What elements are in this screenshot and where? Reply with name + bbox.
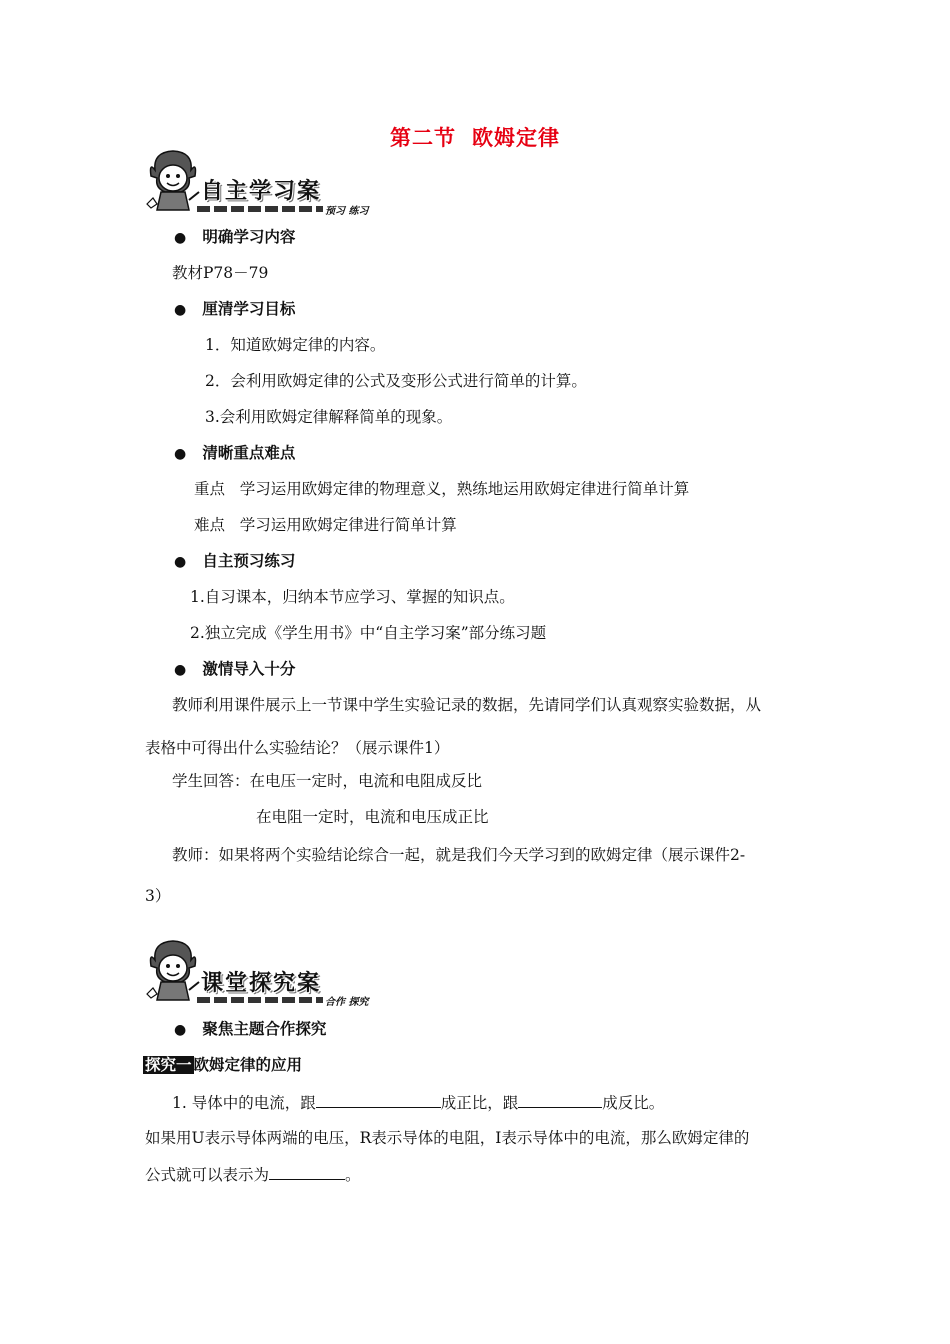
heading-text: 聚焦主题合作探究 xyxy=(202,1020,327,1038)
key-text: 学习运用欧姆定律的物理意义，熟练地运用欧姆定律进行简单计算 xyxy=(239,480,690,498)
difficulty-text: 学习运用欧姆定律进行简单计算 xyxy=(239,516,457,534)
section-heading-focus xyxy=(174,1019,326,1040)
question-text: 成正比，跟 xyxy=(440,1094,519,1112)
teacher-line-cont: 3） xyxy=(145,887,171,905)
explore-tag: 探究一 xyxy=(145,1056,192,1074)
cartoon-boy-icon xyxy=(145,938,203,1004)
goal-item: 3.会利用欧姆定律解释简单的现象。 xyxy=(205,408,453,426)
textbook-pages: 教材P78－79 xyxy=(172,264,269,282)
bullet-icon: ● xyxy=(174,662,187,678)
question-2-line: 如果用U表示导体两端的电压，R表示导体的电阻，I表示导体中的电流，那么欧姆定律的 xyxy=(145,1129,750,1147)
title-topic: 欧姆定律 xyxy=(472,126,560,150)
title-section: 第二节 xyxy=(390,126,456,150)
banner-subtitle: 预习 练习 xyxy=(325,206,369,217)
section-heading-preview xyxy=(174,551,295,572)
heading-text: 自主预习练习 xyxy=(202,552,296,570)
explore-title: 欧姆定律的应用 xyxy=(193,1056,303,1074)
goal-item: 2．会利用欧姆定律的公式及变形公式进行简单的计算。 xyxy=(205,372,587,390)
banner-dashes xyxy=(197,206,323,212)
bullet-icon: ● xyxy=(174,230,187,246)
question-text: 成反比。 xyxy=(602,1094,665,1112)
student-answer: 学生回答：在电压一定时，电流和电阻成反比 xyxy=(172,772,483,790)
section-heading-content xyxy=(174,227,295,248)
section-heading-goals xyxy=(174,299,295,320)
question-1 xyxy=(172,1093,664,1113)
question-text: 。 xyxy=(345,1166,361,1184)
banner-self-study xyxy=(145,148,390,218)
bullet-icon: ● xyxy=(174,1022,187,1038)
difficulty-line xyxy=(194,515,457,535)
teacher-line: 教师：如果将两个实验结论综合一起，就是我们今天学习到的欧姆定律（展示课件2- xyxy=(172,846,746,864)
bullet-icon: ● xyxy=(174,446,187,462)
difficulty-label: 难点 xyxy=(194,516,226,534)
blank-field[interactable] xyxy=(269,1165,345,1180)
preview-item: 2.独立完成《学生用书》中“自主学习案”部分练习题 xyxy=(190,624,547,642)
question-2-line xyxy=(145,1165,361,1185)
banner-title: 课堂探究案 xyxy=(201,971,322,996)
intro-paragraph-line: 教师利用课件展示上一节课中学生实验记录的数据，先请同学们认真观察实验数据，从 xyxy=(172,696,762,714)
blank-field[interactable] xyxy=(316,1093,441,1108)
page-title xyxy=(0,122,950,152)
banner-title: 自主学习案 xyxy=(201,179,322,204)
banner-dashes xyxy=(197,997,323,1003)
explore-heading xyxy=(143,1055,302,1075)
section-heading-key-points xyxy=(174,443,295,464)
student-answer-2: 在电阻一定时，电流和电压成正比 xyxy=(256,808,489,826)
intro-paragraph-line: 表格中可得出什么实验结论？（展示课件1） xyxy=(145,739,450,757)
bullet-icon: ● xyxy=(174,554,187,570)
preview-item: 1.自习课本，归纳本节应学习、掌握的知识点。 xyxy=(190,588,515,606)
section-heading-intro xyxy=(174,659,295,680)
key-point-line xyxy=(194,479,689,499)
goal-item: 1．知道欧姆定律的内容。 xyxy=(205,336,386,354)
banner-subtitle: 合作 探究 xyxy=(325,997,369,1008)
blank-field[interactable] xyxy=(518,1093,602,1108)
banner-class-explore xyxy=(145,938,390,1008)
question-text: 1. 导体中的电流，跟 xyxy=(172,1094,316,1112)
cartoon-boy-icon xyxy=(145,148,203,214)
question-text: 公式就可以表示为 xyxy=(145,1166,270,1184)
heading-text: 清晰重点难点 xyxy=(202,444,296,462)
heading-text: 厘清学习目标 xyxy=(202,300,296,318)
bullet-icon: ● xyxy=(174,302,187,318)
heading-text: 激情导入十分 xyxy=(202,660,296,678)
heading-text: 明确学习内容 xyxy=(202,228,296,246)
key-label: 重点 xyxy=(194,480,226,498)
